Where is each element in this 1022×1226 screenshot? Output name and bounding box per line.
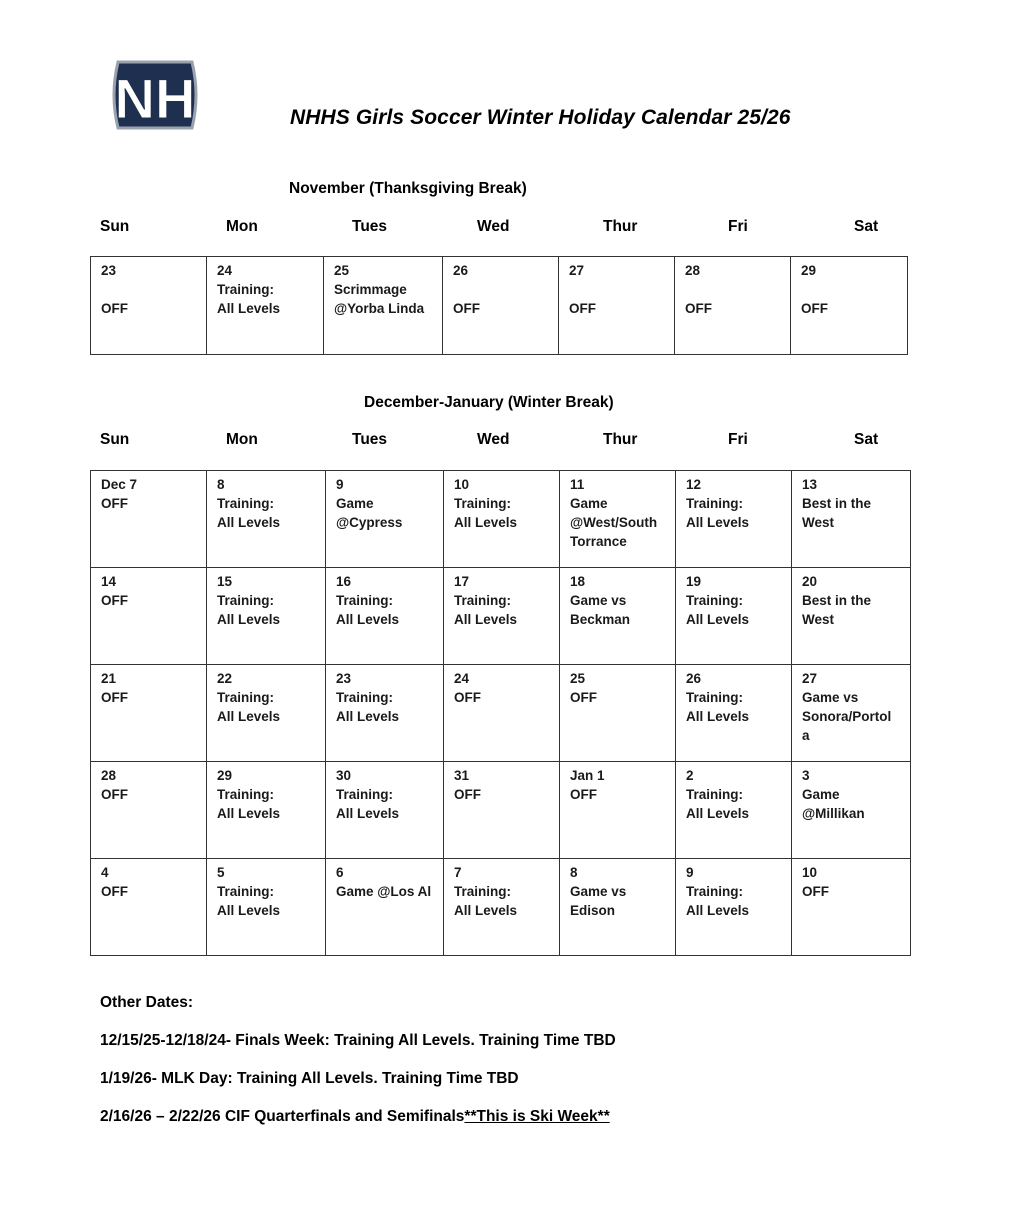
day-cell: 26 OFF bbox=[443, 257, 559, 355]
day-cell: 8 Game vs Edison bbox=[560, 859, 676, 956]
day-cell: 27 Game vs Sonora/Portol a bbox=[792, 665, 911, 762]
day-cell: 2 Training: All Levels bbox=[676, 762, 792, 859]
day-cell: 3 Game @Millikan bbox=[792, 762, 911, 859]
day-cell: 30 Training: All Levels bbox=[326, 762, 444, 859]
day-cell: 24 OFF bbox=[444, 665, 560, 762]
day-cell: 19 Training: All Levels bbox=[676, 568, 792, 665]
december-calendar bbox=[90, 470, 911, 956]
day-cell: 28 OFF bbox=[675, 257, 791, 355]
day-cell: 12 Training: All Levels bbox=[676, 471, 792, 568]
day-cell: 16 Training: All Levels bbox=[326, 568, 444, 665]
page-title: NHHS Girls Soccer Winter Holiday Calendar 25/26 bbox=[290, 106, 791, 129]
day-header-thur: Thur bbox=[603, 431, 638, 448]
calendar-week-row bbox=[91, 762, 911, 859]
day-cell: 6 Game @Los Al bbox=[326, 859, 444, 956]
day-cell: 27 OFF bbox=[559, 257, 675, 355]
day-cell: 13 Best in the West bbox=[792, 471, 911, 568]
december-section-title: December-January (Winter Break) bbox=[364, 394, 614, 411]
other-date-mlk: 1/19/26- MLK Day: Training All Levels. Training Time TBD bbox=[100, 1070, 519, 1087]
day-cell: 10 OFF bbox=[792, 859, 911, 956]
calendar-week-row bbox=[91, 665, 911, 762]
day-cell: 23 Training: All Levels bbox=[326, 665, 444, 762]
day-header-sat: Sat bbox=[854, 431, 879, 448]
day-header-sun: Sun bbox=[100, 218, 130, 235]
november-section-title: November (Thanksgiving Break) bbox=[289, 180, 527, 197]
nh-logo bbox=[108, 56, 202, 134]
day-cell: 5 Training: All Levels bbox=[207, 859, 326, 956]
day-cell: 4 OFF bbox=[91, 859, 207, 956]
day-header-wed: Wed bbox=[477, 218, 510, 235]
day-cell: 17 Training: All Levels bbox=[444, 568, 560, 665]
day-cell: 20 Best in the West bbox=[792, 568, 911, 665]
day-header-sun: Sun bbox=[100, 431, 130, 448]
day-cell: 26 Training: All Levels bbox=[676, 665, 792, 762]
day-cell: 15 Training: All Levels bbox=[207, 568, 326, 665]
calendar-week-row bbox=[91, 471, 911, 568]
day-cell: Dec 7 OFF bbox=[91, 471, 207, 568]
logo-lettering: NH bbox=[114, 67, 196, 130]
day-cell: 8 Training: All Levels bbox=[207, 471, 326, 568]
day-cell: 21 OFF bbox=[91, 665, 207, 762]
november-calendar bbox=[90, 256, 908, 355]
day-cell: 25 Scrimmage @Yorba Linda bbox=[324, 257, 443, 355]
day-cell: 29 OFF bbox=[791, 257, 908, 355]
other-date-finals: 12/15/25-12/18/24- Finals Week: Training All Levels. Training Time TBD bbox=[100, 1032, 616, 1049]
day-cell: 9 Game @Cypress bbox=[326, 471, 444, 568]
day-cell: 29 Training: All Levels bbox=[207, 762, 326, 859]
day-cell: 7 Training: All Levels bbox=[444, 859, 560, 956]
cif-dates-text: 2/16/26 – 2/22/26 CIF Quarterfinals and Semifinals bbox=[100, 1108, 465, 1125]
day-cell: 24 Training: All Levels bbox=[207, 257, 324, 355]
day-header-mon: Mon bbox=[226, 431, 258, 448]
other-date-cif bbox=[100, 1108, 610, 1126]
day-cell: 28 OFF bbox=[91, 762, 207, 859]
day-cell: Jan 1 OFF bbox=[560, 762, 676, 859]
day-header-sat: Sat bbox=[854, 218, 879, 235]
day-header-fri: Fri bbox=[728, 218, 748, 235]
day-header-thur: Thur bbox=[603, 218, 638, 235]
day-cell: 22 Training: All Levels bbox=[207, 665, 326, 762]
day-cell: 14 OFF bbox=[91, 568, 207, 665]
other-dates-heading: Other Dates: bbox=[100, 994, 194, 1011]
calendar-week-row bbox=[91, 257, 908, 355]
day-cell: 11 Game @West/South Torrance bbox=[560, 471, 676, 568]
day-cell: 9 Training: All Levels bbox=[676, 859, 792, 956]
day-header-tues: Tues bbox=[352, 218, 388, 235]
day-header-mon: Mon bbox=[226, 218, 258, 235]
day-cell: 18 Game vs Beckman bbox=[560, 568, 676, 665]
ski-week-note: **This is Ski Week** bbox=[464, 1108, 610, 1125]
day-cell: 10 Training: All Levels bbox=[444, 471, 560, 568]
calendar-week-row bbox=[91, 568, 911, 665]
day-cell: 25 OFF bbox=[560, 665, 676, 762]
day-header-wed: Wed bbox=[477, 431, 510, 448]
calendar-week-row bbox=[91, 859, 911, 956]
day-cell: 23 OFF bbox=[91, 257, 207, 355]
day-cell: 31 OFF bbox=[444, 762, 560, 859]
day-header-tues: Tues bbox=[352, 431, 388, 448]
day-header-fri: Fri bbox=[728, 431, 748, 448]
